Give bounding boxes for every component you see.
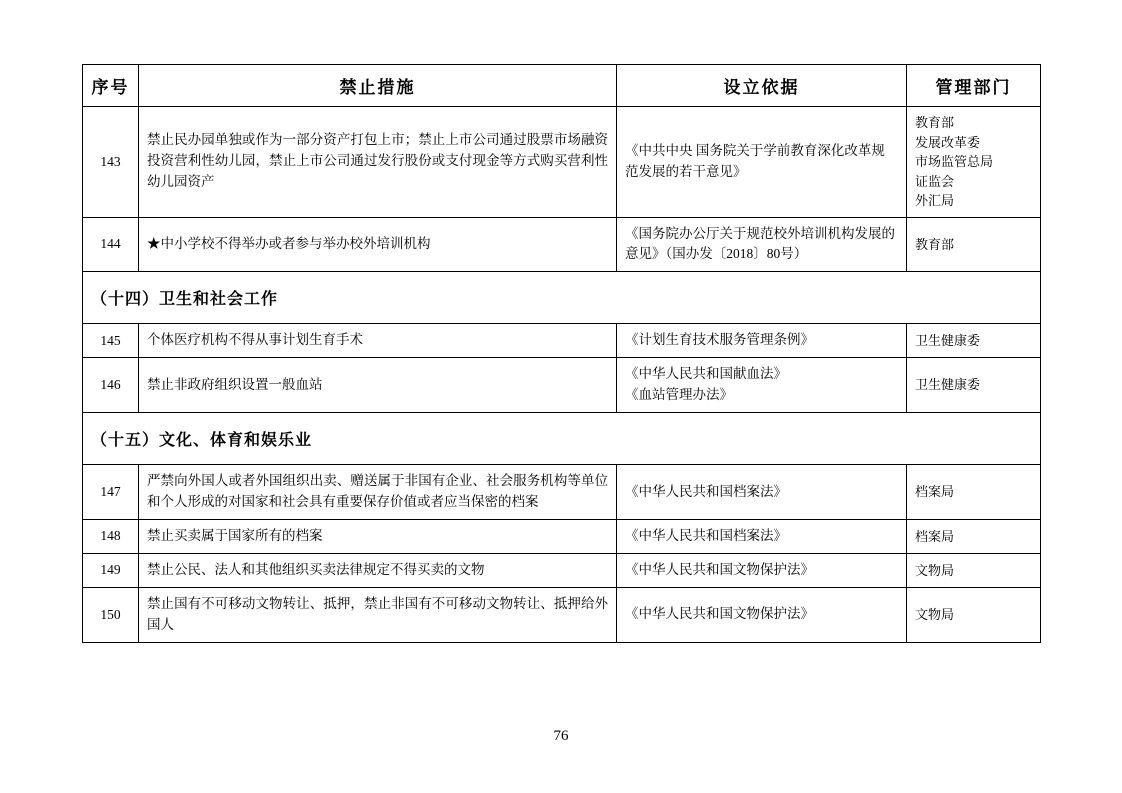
column-header-basis: 设立依据 xyxy=(617,65,907,107)
section-title: （十四）卫生和社会工作 xyxy=(83,272,1041,324)
row-basis xyxy=(617,553,907,587)
row-number: 150 xyxy=(83,587,139,642)
row-number: 147 xyxy=(83,465,139,520)
table-section-row xyxy=(83,413,1041,465)
basis-line: 《国务院办公厅关于规范校外培训机构发展的意见》（国办发〔2018〕80号） xyxy=(625,225,895,262)
table-body xyxy=(83,107,1041,643)
table-row xyxy=(83,217,1041,272)
table-header-row xyxy=(83,65,1041,107)
row-measure: 禁止公民、法人和其他组织买卖法律规定不得买卖的文物 xyxy=(139,553,617,587)
row-measure: 禁止买卖属于国家所有的档案 xyxy=(139,519,617,553)
row-measure: ★中小学校不得举办或者参与举办校外培训机构 xyxy=(139,217,617,272)
table-section-row xyxy=(83,272,1041,324)
department-line: 档案局 xyxy=(915,484,955,500)
row-number: 148 xyxy=(83,519,139,553)
department-line: 外汇局 xyxy=(915,193,955,208)
table-row xyxy=(83,358,1041,413)
prohibited-measures-table-container xyxy=(82,64,1040,643)
row-basis xyxy=(617,217,907,272)
row-basis xyxy=(617,358,907,413)
basis-line: 《中华人民共和国文物保护法》 xyxy=(625,606,814,622)
department-line: 市场监管总局 xyxy=(915,154,994,169)
row-basis xyxy=(617,465,907,520)
department-line: 卫生健康委 xyxy=(915,377,981,393)
row-measure: 禁止非政府组织设置一般血站 xyxy=(139,358,617,413)
table-row xyxy=(83,519,1041,553)
row-department xyxy=(907,107,1041,218)
department-line: 文物局 xyxy=(915,606,955,622)
basis-line: 《计划生育技术服务管理条例》 xyxy=(625,332,814,348)
department-line: 文物局 xyxy=(915,562,955,578)
row-department xyxy=(907,465,1041,520)
table-row xyxy=(83,587,1041,642)
basis-line: 《中共中央 国务院关于学前教育深化改革规范发展的若干意见》 xyxy=(625,142,885,179)
table-header xyxy=(83,65,1041,107)
row-measure: 个体医疗机构不得从事计划生育手术 xyxy=(139,324,617,358)
basis-line: 《中华人民共和国文物保护法》 xyxy=(625,561,814,577)
table-row xyxy=(83,465,1041,520)
page-number: 76 xyxy=(553,728,569,744)
section-title: （十五）文化、体育和娱乐业 xyxy=(83,413,1041,465)
table-row xyxy=(83,553,1041,587)
row-department xyxy=(907,324,1041,358)
department-line: 发展改革委 xyxy=(915,134,981,150)
department-line: 卫生健康委 xyxy=(915,333,981,349)
row-number: 143 xyxy=(83,107,139,218)
table-row xyxy=(83,107,1041,218)
row-measure: 禁止国有不可移动文物转让、抵押，禁止非国有不可移动文物转让、抵押给外国人 xyxy=(139,587,617,642)
basis-line: 《中华人民共和国档案法》 xyxy=(625,483,787,499)
row-basis xyxy=(617,587,907,642)
row-department xyxy=(907,519,1041,553)
row-number: 144 xyxy=(83,217,139,272)
department-line: 教育部 xyxy=(915,236,955,252)
row-department xyxy=(907,217,1041,272)
row-number: 149 xyxy=(83,553,139,587)
row-measure: 严禁向外国人或者外国组织出卖、赠送属于非国有企业、社会服务机构等单位和个人形成的对国家和社会具有重要保存价值或者应当保密的档案 xyxy=(139,465,617,520)
department-line: 证监会 xyxy=(915,173,955,189)
row-department xyxy=(907,553,1041,587)
table-row xyxy=(83,324,1041,358)
department-line: 教育部 xyxy=(915,115,955,130)
row-measure: 禁止民办园单独或作为一部分资产打包上市；禁止上市公司通过股票市场融资投资营利性幼儿园，禁止上市公司通过发行股份或支付现金等方式购买营利性幼儿园资产 xyxy=(139,107,617,218)
department-line: 档案局 xyxy=(915,528,955,544)
basis-line: 《中华人民共和国档案法》 xyxy=(625,527,787,543)
prohibited-measures-table xyxy=(82,64,1041,643)
row-department xyxy=(907,358,1041,413)
row-department xyxy=(907,587,1041,642)
column-header-department: 管理部门 xyxy=(907,65,1041,107)
row-number: 146 xyxy=(83,358,139,413)
column-header-measure: 禁止措施 xyxy=(139,65,617,107)
row-basis xyxy=(617,107,907,218)
row-basis xyxy=(617,324,907,358)
row-number: 145 xyxy=(83,324,139,358)
basis-line: 《血站管理办法》 xyxy=(625,387,733,403)
row-basis xyxy=(617,519,907,553)
basis-line: 《中华人民共和国献血法》 xyxy=(625,366,787,382)
column-header-number: 序号 xyxy=(83,65,139,107)
